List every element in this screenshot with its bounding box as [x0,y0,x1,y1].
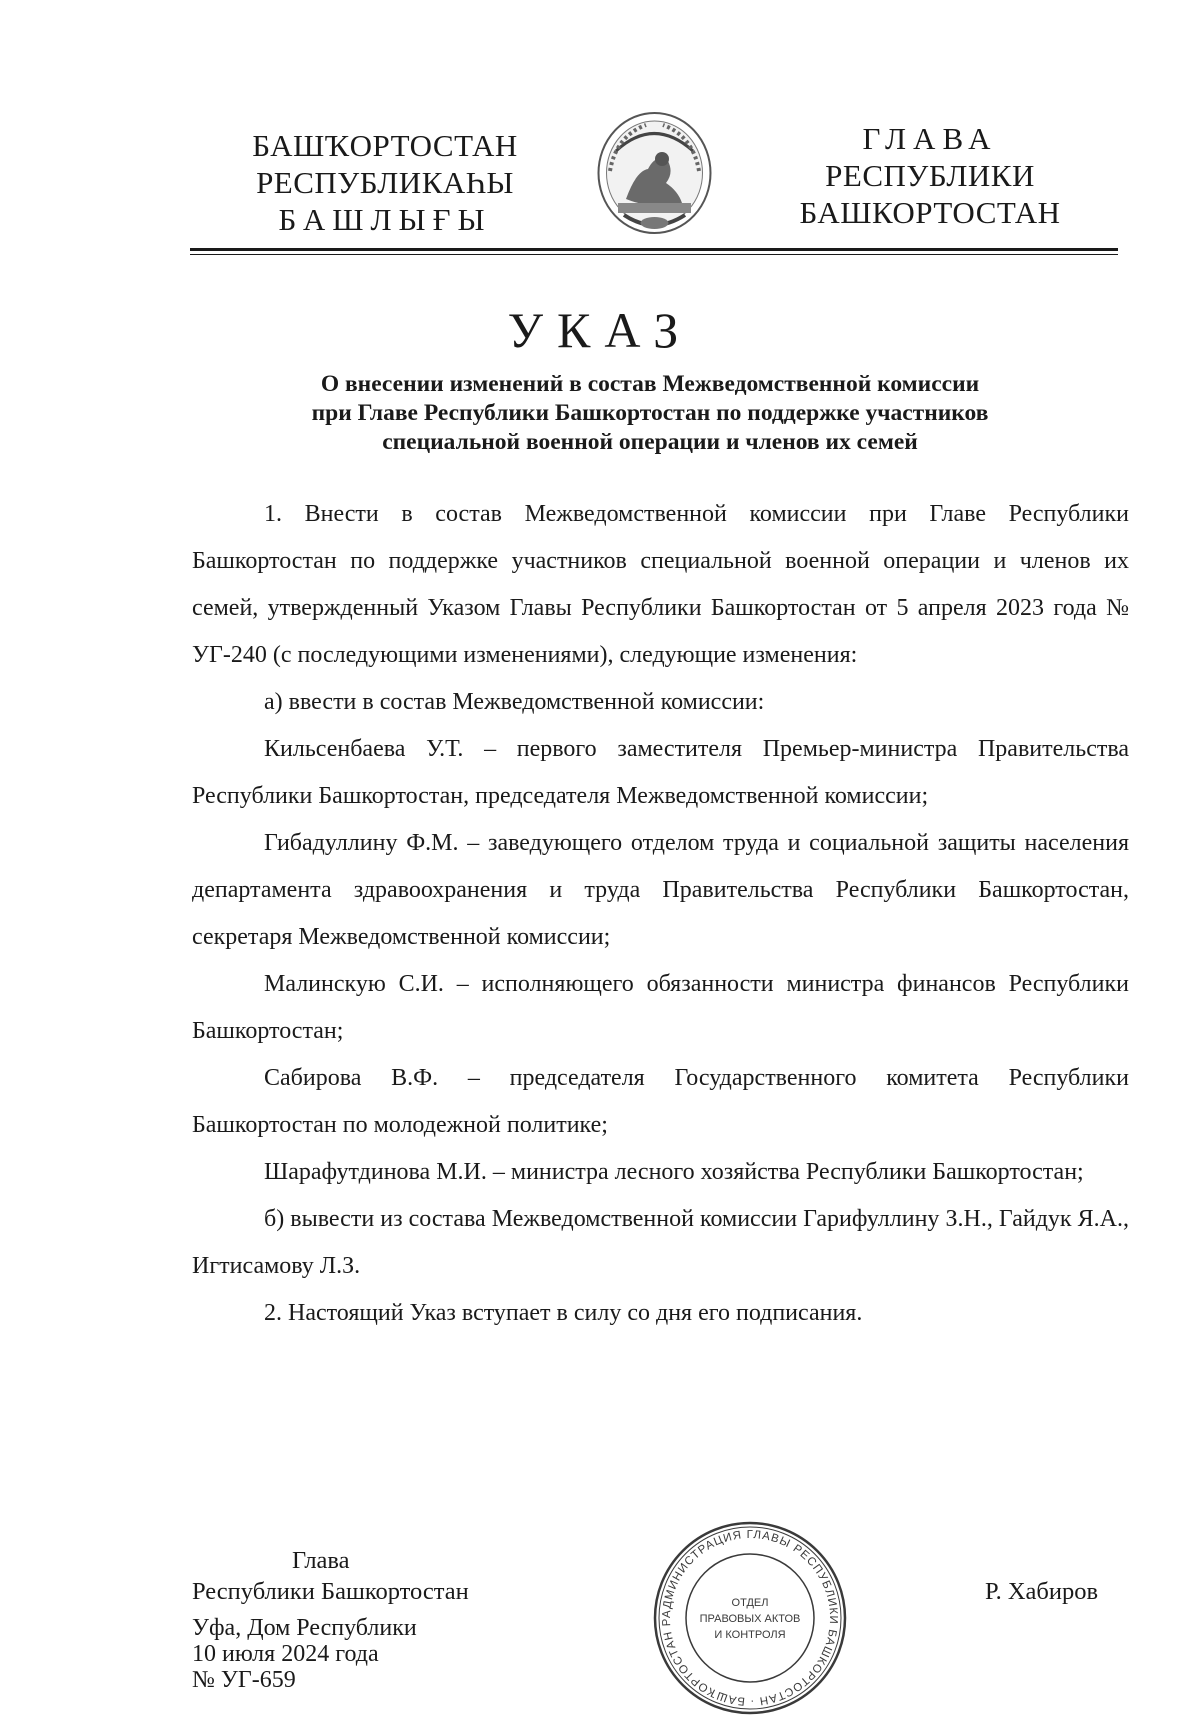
signature-position-line-2: Республики Башкортостан [192,1578,469,1605]
stamp-center-line-2: ПРАВОВЫХ АКТОВ [699,1613,801,1625]
stamp-center-line-3: И КОНТРОЛЯ [714,1629,786,1641]
paragraph-a: а) ввести в состав Межведомственной комиссии: [264,689,765,715]
header-right-line-2: РЕСПУБЛИКИ [825,158,1035,193]
header-right-line-3: БАШКОРТОСТАН [799,195,1061,230]
bashkortostan-emblem-icon [596,111,713,237]
signature-position-line-1: Глава [292,1547,350,1574]
header-left-line-1: БАШҠОРТОСТАН [252,128,518,163]
footer-place: Уфа, Дом Республики [192,1615,417,1641]
stamp-center-line-1: ОТДЕЛ [731,1597,769,1609]
stamp-outer-text: АДМИНИСТРАЦИЯ ГЛАВЫ РЕСПУБЛИКИ БАШКОРТОСТАН · БАШҠОРТОСТАН Р [660,1528,840,1708]
document-subject [200,370,1100,457]
paragraph-malinskaya: Малинскую С.И. – исполняющего обязанности министра финансов Республики Башкортостан; [192,971,1129,1044]
document-title: УКАЗ [507,302,693,358]
header-rule-thick [190,248,1118,251]
header-right-block [780,120,1080,231]
header-left-block [215,127,555,238]
subject-line-3: специальной военной операции и членов их семей [382,429,918,455]
paragraph-b: б) вывести из состава Межведомственной комиссии Гарифуллину З.Н., Гайдук Я.А., Игтисамову Л.З. [192,1206,1129,1279]
header-left-line-3: БАШЛЫҒЫ [278,202,492,237]
header-right-line-1: ГЛАВА [862,121,998,156]
header-rule-thin [190,254,1118,255]
footer-date: 10 июля 2024 года [192,1641,379,1667]
official-stamp [652,1520,848,1716]
subject-line-1: О внесении изменений в состав Межведомственной комиссии [320,371,980,397]
header-left-line-2: РЕСПУБЛИКАҺЫ [256,165,514,200]
paragraph-sabirov: Сабирова В.Ф. – председателя Государственного комитета Республики Башкортостан по молодежной политике; [192,1065,1129,1138]
subject-line-2: при Главе Республики Башкортостан по поддержке участников [311,400,989,426]
paragraph-gibadullina: Гибадуллину Ф.М. – заведующего отделом труда и социальной защиты населения департамента здравоохранения и труда Правительства Республики Башкортостан, секретаря Межведомственной комиссии; [192,830,1129,950]
document-body [192,491,1129,1337]
paragraph-1: 1. Внести в состав Межведомственной комиссии при Главе Республики Башкортостан по поддержке участников специальной военной операции и членов их семей, утвержденный Указом Главы Республики Башкортостан от 5 апреля 2023 года № УГ-240 (с последующими изменениями), следующие изменения: [192,501,1129,668]
signature-name: Р. Хабиров [985,1578,1099,1605]
footer-number: № УГ-659 [192,1667,296,1693]
paragraph-sharafutdinov: Шарафутдинова М.И. – министра лесного хозяйства Республики Башкортостан; [264,1159,1084,1185]
paragraph-kilsenbaev: Кильсенбаева У.Т. – первого заместителя Премьер-министра Правительства Республики Башкортостан, председателя Межведомственной комиссии; [192,736,1129,809]
paragraph-2: 2. Настоящий Указ вступает в силу со дня его подписания. [264,1300,863,1326]
footer-block [192,1615,417,1693]
